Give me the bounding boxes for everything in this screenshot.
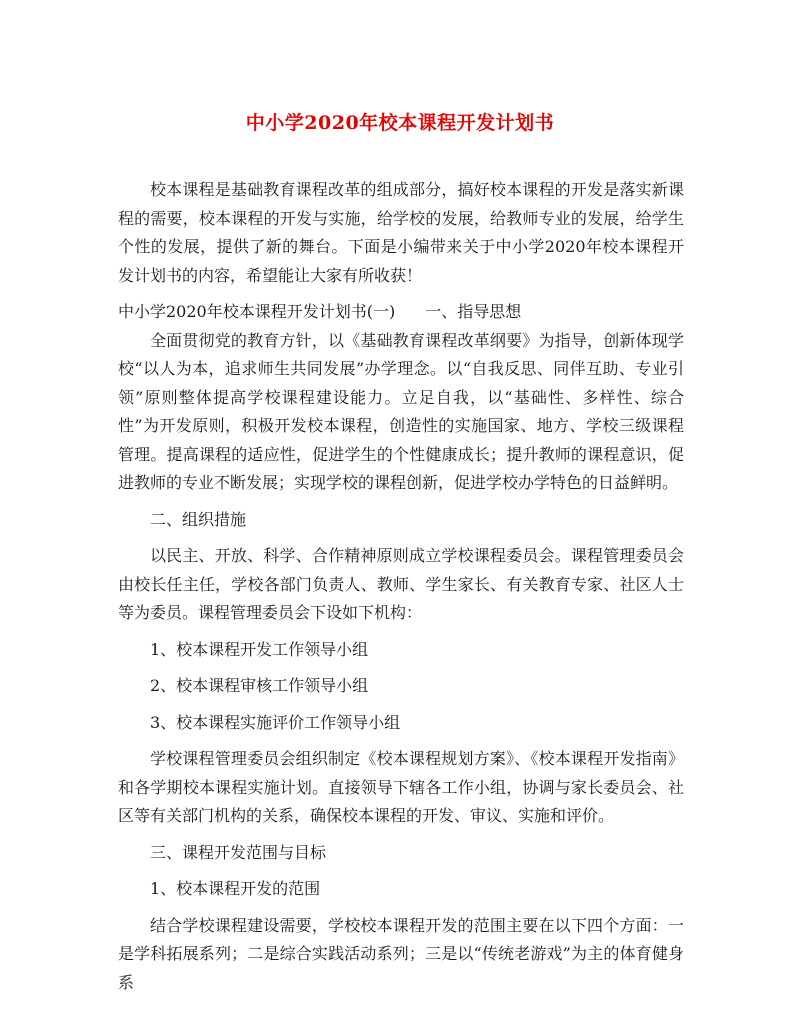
- section1-heading: 一、指导思想: [425, 302, 522, 321]
- section3-heading: 三、课程开发范围与目标: [150, 842, 327, 862]
- section3-subheading: 1、校本课程开发的范围: [150, 879, 321, 898]
- list-item: 2、校本课程审核工作领导小组: [150, 676, 369, 695]
- list-item: 1、校本课程开发工作领导小组: [150, 639, 369, 659]
- intro-paragraph: 校本课程是基础教育课程改革的组成部分，搞好校本课程的开发是落实新课程的需要，校本课程的开发与实施，给学校的发展，给教师专业的发展，给学生个性的发展，提供了新的舞台。下面是小编带来关于中小学2020年校本课程开发计划书的内容，希望能让大家有所收获！: [118, 180, 684, 285]
- section2-paragraph: 以民主、开放、科学、合作精神原则成立学校课程委员会。课程管理委员会由校长任主任，学校各部门负责人、教师、学生家长、有关教育专家、社区人士等为委员。课程管理委员会下设如下机构：: [118, 546, 684, 622]
- list-item: 3、校本课程实施评价工作领导小组: [150, 712, 401, 732]
- document-body: [118, 176, 684, 997]
- document-title: 中小学2020年校本课程开发计划书: [245, 112, 555, 134]
- section1-paragraph: 全面贯彻党的教育方针，以《基础教育课程改革纲要》为指导，创新体现学校“以人为本，追求师生共同发展”办学理念。以“自我反思、同伴互助、专业引领”原则整体提高学校课程建设能力。立足自我，以“基础性、多样性、综合性”为开发原则，积极开发校本课程，创造性的实施国家、地方、学校三级课程管理。提高课程的适应性，促进学生的个性健康成长；提升教师的课程意识，促进教师的专业不断发展；实现学校的课程创新，促进学校办学特色的日益鲜明。: [118, 330, 684, 492]
- section3-paragraph: 结合学校课程建设需要，学校校本课程开发的范围主要在以下四个方面：一是学科拓展系列；二是综合实践活动系列；三是以“传统老游戏”为主的体育健身系: [118, 915, 684, 992]
- section2-heading: 二、组织措施: [150, 509, 247, 529]
- part1-heading-line: [118, 298, 684, 327]
- section2-paragraph-2: 学校课程管理委员会组织制定《校本课程规划方案》、《校本课程开发指南》和各学期校本课程实施计划。直接领导下辖各工作小组，协调与家长委员会、社区等有关部门机构的关系，确保校本课程的开发、审议、实施和评价。: [118, 749, 684, 825]
- part1-heading: 中小学2020年校本课程开发计划书(一): [118, 302, 396, 321]
